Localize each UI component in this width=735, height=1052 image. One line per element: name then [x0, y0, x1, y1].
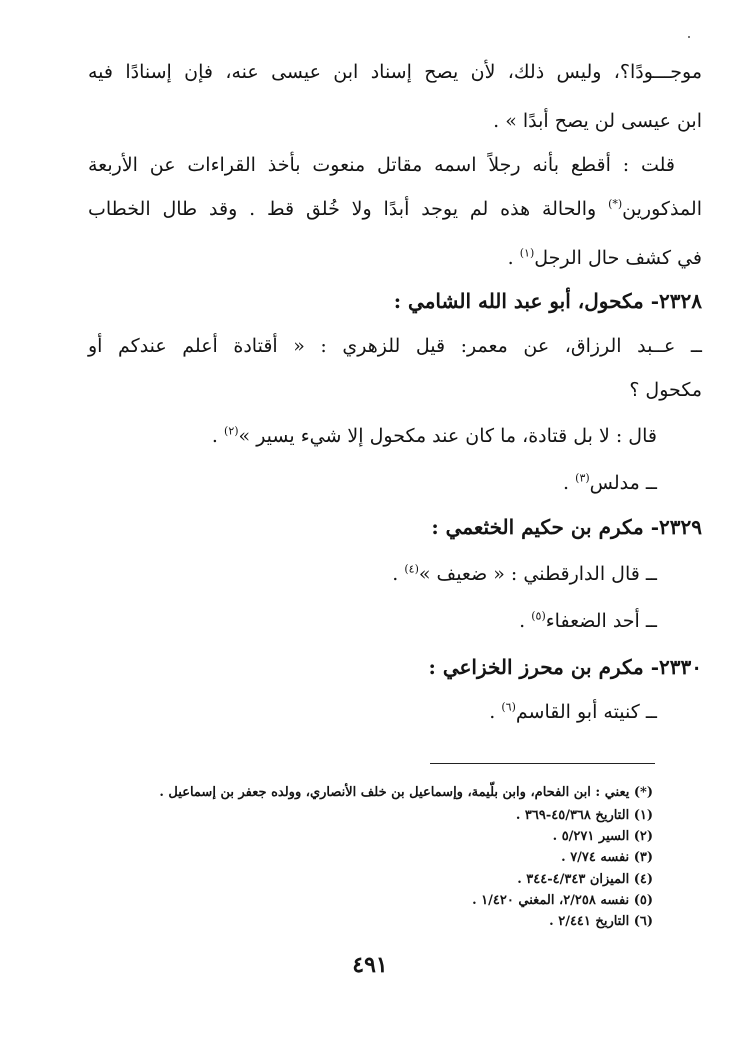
footnote-star: (*) يعني : ابن الفحام، وابن بلّيمة، وإسماعيل بن خلف الأنصاري، وولده جعفر بن إسماعيل . [159, 785, 653, 800]
page-number: ٤٩١ [352, 952, 388, 978]
entry-2328-line-3: قال : لا بل قتادة، ما كان عند مكحول إلا شيء يسير »$^{(٢)}$ . [211, 424, 657, 447]
entry-2330-line-1: ــ كنيته أبو القاسم$^{(٦)}$ . [489, 700, 657, 723]
entry-heading-2329: ٢٣٢٩- مكرم بن حكيم الخثعمي : [431, 515, 702, 539]
body-line-3: قلت : أقطع بأنه رجلاً اسمه مقاتل منعوت بأخذ القراءات عن الأربعة [88, 154, 675, 176]
body-line-5: في كشف حال الرجل$^{(١)}$ . [507, 246, 702, 269]
body-line-4: المذكورين(*) والحالة هذه لم يوجد أبدًا ولا خُلق قط . وقد طال الخطاب [88, 197, 702, 220]
footnote-ref: (٤) [404, 562, 419, 576]
footnote-separator [430, 763, 655, 764]
footnote-4: (٤) الميزان ٤/٣٤٣-٣٤٤ . [517, 872, 653, 887]
footnote-2: (٢) السير ٥/٢٧١ . [552, 829, 653, 844]
footnote-ref: (١) [519, 246, 535, 260]
entry-2329-line-1: ــ قال الدارقطني : « ضعيف »$^{(٤)}$ . [392, 562, 657, 585]
entry-2328-line-2: مكحول ؟ [629, 379, 702, 401]
body-line-2: ابن عيسى لن يصح أبدًا » . [493, 110, 702, 132]
footnote-5: (٥) نفسه ٢/٢٥٨، المغني ١/٤٢٠ . [472, 893, 653, 908]
entry-2328-line-1: ــ عــبد الرزاق، عن معمر: قيل للزهري : « أقتادة أعلم عندكم أو [88, 335, 702, 357]
entry-2329-line-2: ــ أحد الضعفاء$^{(٥)}$ . [519, 609, 657, 632]
body-line-1: موجـــودًا؟، وليس ذلك، لأن يصح إسناد ابن عيسى عنه، فإن إسنادًا فيه [88, 61, 702, 83]
scan-speck [688, 36, 690, 38]
footnote-ref: (*) [608, 197, 623, 211]
footnote-3: (٣) نفسه ٧/٧٤ . [561, 850, 653, 865]
footnote-ref: (٢) [224, 424, 239, 438]
footnote-ref: (٣) [575, 471, 590, 485]
footnote-ref: (٦) [501, 700, 516, 714]
entry-heading-2328: ٢٣٢٨- مكحول، أبو عبد الله الشامي : [393, 289, 702, 313]
footnote-6: (٦) التاريخ ٢/٤٤١ . [549, 914, 653, 929]
entry-heading-2330: ٢٣٣٠- مكرم بن محرز الخزاعي : [428, 655, 702, 679]
footnote-1: (١) التاريخ ٤٥/٣٦٨-٣٦٩ . [515, 808, 653, 823]
entry-2328-line-4: ــ مدلس$^{(٣)}$ . [563, 471, 657, 494]
footnote-ref: (٥) [531, 609, 546, 623]
